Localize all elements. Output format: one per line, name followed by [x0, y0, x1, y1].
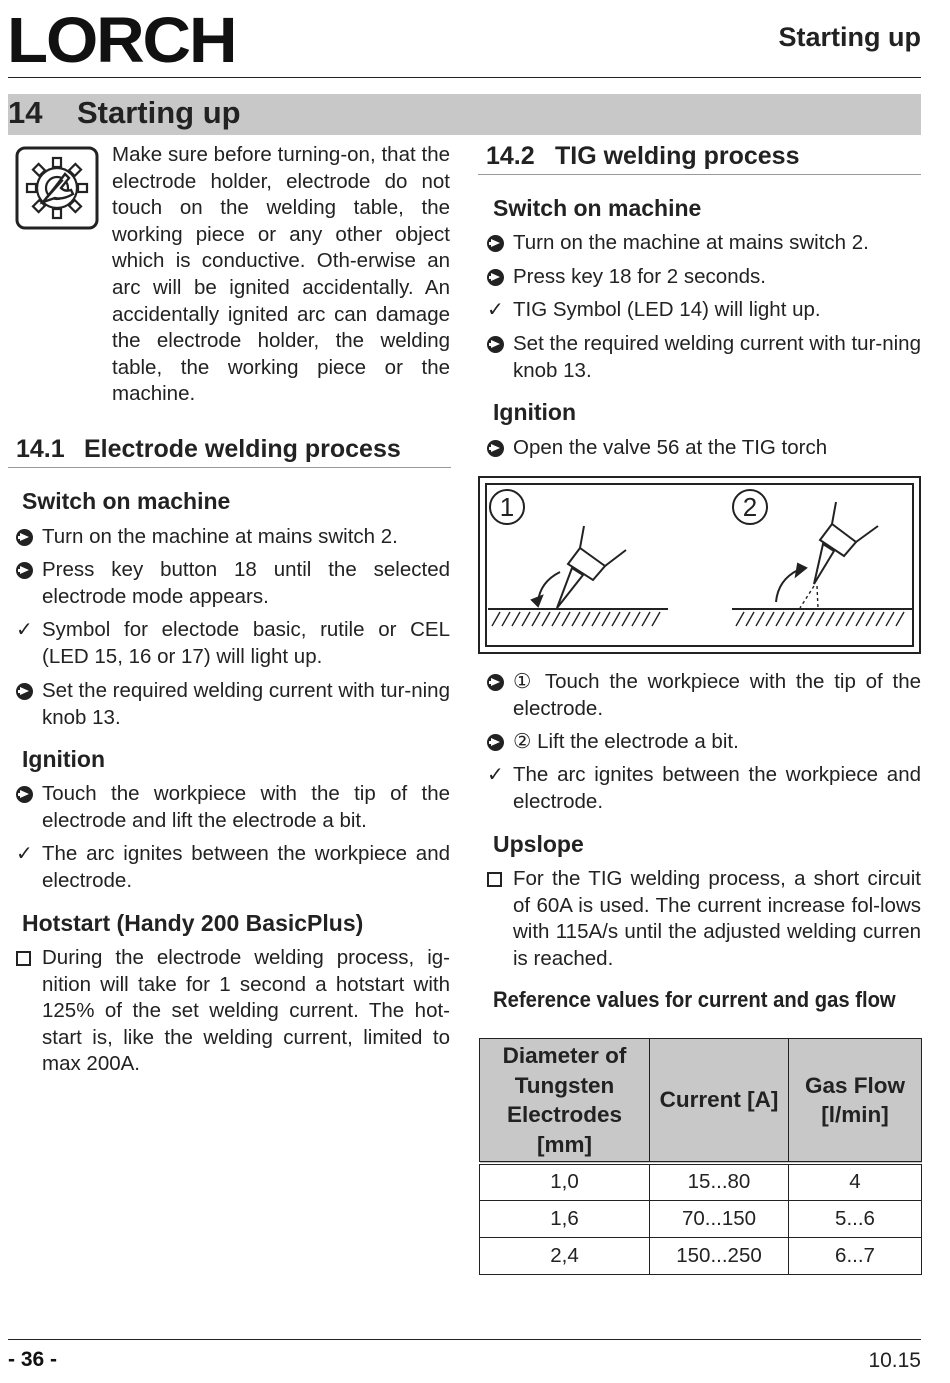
table-header-row	[480, 1039, 922, 1164]
workpiece-2-icon	[732, 609, 912, 626]
column-header-gas-flow: Gas Flow [l/min]	[789, 1039, 922, 1164]
reference-values-table	[479, 1038, 922, 1275]
reference-table-heading: Reference values for current and gas flow	[493, 987, 896, 1012]
s1-ignition-item-2	[16, 841, 450, 894]
table-cell: 70...150	[650, 1200, 789, 1237]
workpiece-1-icon	[488, 609, 668, 626]
table-cell: 1,6	[480, 1200, 650, 1237]
checkbox-bullet-icon	[16, 951, 31, 966]
chapter-title: Starting up	[77, 95, 241, 130]
list-item-text: Open the valve 56 at the TIG torch	[513, 436, 828, 459]
s1-hotstart-item-1	[16, 945, 450, 1078]
list-item-text: The arc ignites between the workpiece and electrode.	[42, 842, 450, 892]
s2-ignition-item-1	[487, 435, 921, 465]
table-cell: 15...80	[650, 1163, 789, 1200]
list-item-text: TIG Symbol (LED 14) will light up.	[513, 298, 821, 321]
table-cell: 2,4	[480, 1237, 650, 1274]
arrow-bullet-icon	[487, 440, 504, 457]
running-header-title: Starting up	[778, 22, 921, 52]
list-item-text: Touch the workpiece with the tip of the electrode and lift the electrode a bit.	[42, 782, 450, 832]
s2-switch-item-1	[487, 230, 921, 260]
arrow-bullet-icon	[487, 674, 504, 691]
arrow-bullet-icon	[16, 683, 33, 700]
s2-step-1	[487, 669, 921, 722]
list-item-text: During the electrode welding process, ig-nition will take for 1 second a hotstart with 125% of the set welding current. The hot-start is, like the welding current, limited to max 200A.	[42, 946, 450, 1076]
gear-hand-warning-icon	[15, 146, 99, 230]
table-cell: 150...250	[650, 1237, 789, 1274]
figure-label-1: 1	[499, 492, 515, 522]
s2-ignition-heading: Ignition	[493, 399, 577, 425]
arrow-bullet-icon	[487, 336, 504, 353]
s2-step-3	[487, 762, 921, 815]
arrow-bullet-icon	[487, 235, 504, 252]
table-cell: 1,0	[480, 1163, 650, 1200]
table-row	[480, 1237, 922, 1274]
tig-ignition-figure	[478, 476, 921, 654]
section-14-1-title: Electrode welding process	[84, 435, 401, 463]
list-item-text: Turn on the machine at mains switch 2.	[42, 525, 398, 548]
list-item-text: Set the required welding current with tur-ning knob 13.	[42, 679, 450, 729]
table-cell: 6...7	[789, 1237, 922, 1274]
check-mark-icon: ✓	[16, 843, 33, 865]
list-item-text: ① Touch the workpiece with the tip of the electrode.	[513, 670, 921, 720]
s2-switch-item-3	[487, 297, 921, 324]
figure-label-2: 2	[742, 492, 758, 522]
s1-ignition-heading: Ignition	[22, 746, 106, 772]
s1-switch-item-1	[16, 524, 450, 554]
chapter-number: 14	[8, 95, 43, 130]
s1-switch-item-4	[16, 678, 450, 731]
check-mark-icon: ✓	[16, 619, 33, 641]
arrow-bullet-icon	[487, 269, 504, 286]
page-number: - 36 -	[8, 1348, 58, 1371]
s1-switch-item-3	[16, 617, 450, 670]
checkbox-bullet-icon	[487, 872, 502, 887]
torch-touching-icon	[532, 526, 626, 608]
list-item-text: Set the required welding current with tur-ning knob 13.	[513, 332, 921, 382]
list-item-text: Press key button 18 until the selected electrode mode appears.	[42, 558, 450, 608]
lorch-logo: LORCH	[7, 4, 236, 76]
list-item-text: Turn on the machine at mains switch 2.	[513, 231, 869, 254]
s1-hotstart-heading: Hotstart (Handy 200 BasicPlus)	[22, 910, 364, 936]
s2-switch-item-4	[487, 331, 921, 384]
section-14-1-number: 14.1	[16, 435, 65, 463]
table-cell: 4	[789, 1163, 922, 1200]
s2-switch-on-heading: Switch on machine	[493, 195, 702, 221]
arrow-bullet-icon	[487, 734, 504, 751]
section-14-2-title: TIG welding process	[555, 142, 800, 170]
s2-upslope-heading: Upslope	[493, 831, 584, 857]
column-header-current: Current [A]	[650, 1039, 789, 1164]
s1-switch-on-heading: Switch on machine	[22, 488, 231, 514]
section-14-2-number: 14.2	[486, 142, 535, 170]
list-item-text: ② Lift the electrode a bit.	[513, 730, 739, 753]
arrow-bullet-icon	[16, 529, 33, 546]
list-item-text: For the TIG welding process, a short circuit of 60A is used. The current increase fol-lows with 115A/s until the adjusted welding curren is reached.	[513, 867, 921, 970]
footer-rule	[8, 1339, 921, 1340]
section-14-1-rule	[8, 467, 451, 468]
check-mark-icon: ✓	[487, 299, 504, 321]
table-row	[480, 1200, 922, 1237]
arrow-bullet-icon	[16, 786, 33, 803]
table-row	[480, 1163, 922, 1200]
s2-switch-item-2	[487, 264, 921, 294]
check-mark-icon: ✓	[487, 764, 504, 786]
intro-warning-text: Make sure before turning-on, that the electrode holder, electrode do not touch on the welding table, the working piece or any other object which is conductive. Oth-erwise an arc will be ignited accidentally. An accidentally ignited arc can damage the electrode holder, the welding table, the working piece or the machine.	[112, 143, 450, 406]
s1-ignition-item-1	[16, 781, 450, 834]
list-item-text: The arc ignites between the workpiece and electrode.	[513, 763, 921, 813]
table-cell: 5...6	[789, 1200, 922, 1237]
arrow-bullet-icon	[16, 562, 33, 579]
document-version: 10.15	[868, 1349, 921, 1372]
list-item-text: Press key 18 for 2 seconds.	[513, 265, 766, 288]
section-14-2-rule	[478, 174, 921, 175]
s1-switch-item-2	[16, 557, 450, 610]
torch-lifted-icon	[776, 502, 878, 608]
s2-step-2	[487, 729, 921, 759]
list-item-text: Symbol for electode basic, rutile or CEL (LED 15, 16 or 17) will light up.	[42, 618, 450, 668]
header-rule	[8, 77, 921, 78]
column-header-diameter: Diameter of Tungsten Electrodes [mm]	[480, 1039, 650, 1164]
s2-upslope-item-1	[487, 866, 921, 972]
